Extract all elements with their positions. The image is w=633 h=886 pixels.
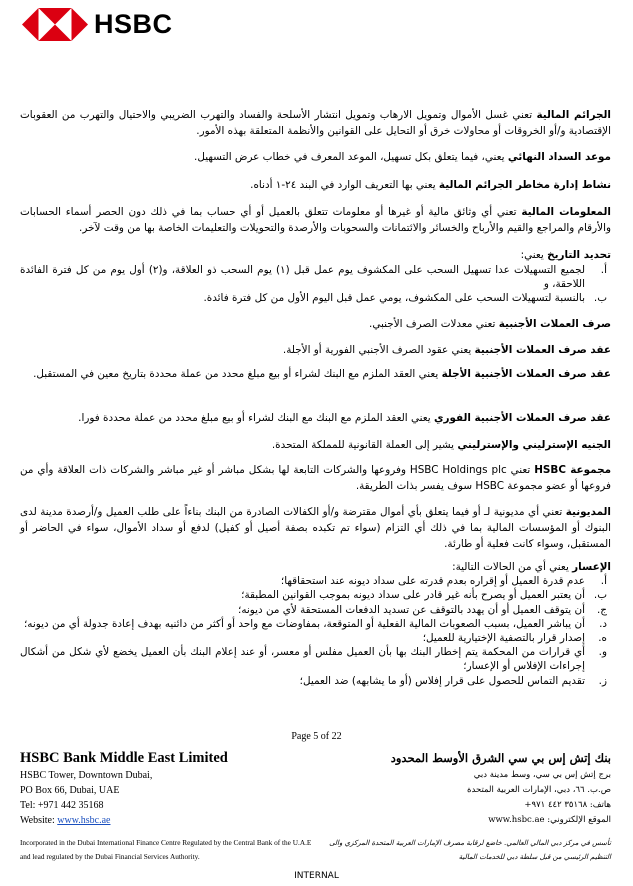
definition-text: تعني أي مديونية لـ أو فيما يتعلق بأي أموال مقترضة و/أو الكفالات الصادرة من البنك بناءاً على طلب العميل و/أرصدة مدينة لدى البنوك أو المؤسسات المالية بما في ذلك أي التزام (سواء تم تكبده بصفة أصيل أو كفيل) لدفع أو سداد الأموال، سواء في الحاضر أو المستقبل، وسواء كانت فعلية أو طارئة.	[20, 506, 611, 550]
hsbc-hexagon-icon	[22, 8, 88, 41]
list-text: تقديم التماس للحصول على قرار إفلاس (أو ما يشابهه) ضد العميل؛	[299, 674, 585, 687]
definition-text: تعني غسل الأموال وتمويل الارهاب وتمويل انتشار الأسلحة والفساد والتهرب الضريبي والاحتيال والتهرب من العقوبات الإقتصادية و/أو الخروقات أو محاولات خرق أو التحايل على القوانين والأنظمة المتعلقة بهذه الأمور.	[20, 109, 611, 137]
definition-fixing-date	[20, 247, 611, 305]
definition-text: يعني، فيما يتعلق بكل تسهيل، الموعد المعرف في خطاب عرض التسهيل.	[194, 151, 508, 163]
definition-text: يشير إلى العملة القانونية للمملكة المتحدة.	[271, 439, 458, 451]
term: نشاط إدارة مخاطر الجرائم المالية	[438, 179, 611, 191]
definition-financial-information	[20, 204, 611, 236]
definition-text: يعني عقود الصرف الأجنبي الفورية أو الأجلة.	[282, 344, 475, 356]
term: الجرائم المالية	[536, 109, 611, 121]
term: المعلومات المالية	[521, 206, 611, 218]
list-text: عدم قدرة العميل أو إقراره بعدم قدرته على سداد ديونه عند استحقاقها؛	[280, 575, 585, 588]
definition-spot-fx-contract	[20, 410, 611, 426]
definition-insolvency	[20, 560, 611, 688]
term: عقد صرف العملات الأجنبية	[474, 344, 611, 356]
website-row	[20, 813, 228, 828]
website-link[interactable]: www.hsbc.ae	[57, 815, 111, 826]
classification-label: INTERNAL	[294, 871, 339, 881]
list-label: ج.	[596, 603, 607, 616]
definition-text: يعني العقد الملزم مع البنك لشراء أو بيع مبلغ محدد من عملة محددة بتاريخ معين في المستقبل.	[33, 368, 442, 380]
definition-text: تعني معدلات الصرف الأجنبي.	[369, 318, 499, 330]
term: الجنيه الإسترليني والإسترليني	[457, 439, 611, 451]
list-text: لجميع التسهيلات عدا تسهيل السحب على المكشوف يوم عمل قبل (١) يوم السحب ذو العلاقة، و(٢) أول يوم من كل فترة الفائدة اللاحقة، و	[20, 264, 585, 290]
address-line-1: HSBC Tower, Downtown Dubai,	[20, 770, 153, 781]
list-item	[20, 645, 611, 673]
incorporation-note-en: Incorporated in the Dubai International Finance Centre Regulated by the Central Bank of the U.A.E and lead regulated by the Dubai Financial Services Authority.	[20, 838, 312, 861]
address-line-2: PO Box 66, Dubai, UAE	[20, 785, 120, 796]
list-text: أن يباشر العميل، بسبب الصعوبات المالية الفعلية أو المتوقعة، بمفاوضات مع واحد أو أكثر من دائنيه بهدف إعادة جدولة أي من ديونه؛	[24, 617, 585, 630]
page-number: Page 5 of 22	[291, 731, 342, 742]
footer-arabic	[391, 748, 611, 828]
term: عقد صرف العملات الأجنبية الفوري	[433, 412, 611, 424]
definition-fc-risk-activity	[20, 177, 611, 193]
definition-text: تعني HSBC Holdings plc وفروعها والشركات التابعة لها بشكل مباشر أو غير مباشر والشركات ذات العلاقة وأي من فروعها أو عضو مجموعة HSBC سوف يفسر بذات الطريقة.	[20, 464, 611, 492]
list-text: بالنسبة لتسهيلات السحب على المكشوف، يومي عمل قبل اليوم الأول من كل فترة فائدة.	[203, 292, 585, 304]
list-label: أ.	[600, 264, 607, 276]
list-text: أي قرارات من المحكمة يتم إخطار البنك بها بأن العميل مفلس أو معسر، أو عند إعلام البنك بأن العميل يخضع لأي شكل من أشكال إجراءات الإفلاس أو الإعسار؛	[20, 646, 585, 673]
list-text: إصدار قرار بالتصفية الإختيارية للعميل؛	[422, 632, 585, 645]
list-item	[20, 603, 611, 617]
definition-final-repayment-date	[20, 149, 611, 165]
definition-fx-contract	[20, 342, 611, 358]
list-label: ه.	[598, 632, 607, 645]
company-name-en: HSBC Bank Middle East Limited	[20, 750, 228, 766]
hsbc-logo	[22, 8, 173, 41]
list-item	[20, 588, 611, 602]
list-text: أن يتوقف العميل أو أن يهدد بالتوقف عن تسديد الدفعات المستحقة لأي من ديونه؛	[238, 603, 585, 616]
address-line-2-ar: ص.ب. ٦٦، دبي، الإمارات العربية المتحدة	[467, 785, 611, 795]
list-text: أن يعتبر العميل أو يصرح بأنه غير قادر على سداد ديونه بموجب القوانين المطبقة؛	[241, 589, 585, 602]
list-item	[20, 631, 611, 645]
term: صرف العملات الأجنبية	[498, 318, 611, 330]
list-label: أ.	[600, 575, 607, 588]
definition-text: يعني:	[520, 249, 548, 261]
definition-fx	[20, 316, 611, 332]
term: تحديد التاريخ	[547, 249, 611, 261]
website-label: Website:	[20, 815, 58, 826]
definition-text: يعني بها التعريف الوارد في البند ٢٤-١ أدناه.	[250, 179, 439, 191]
list-label: د.	[599, 617, 607, 630]
footer-english	[20, 748, 228, 828]
term: عقد صرف العملات الأجنبية الأجلة	[441, 368, 611, 380]
definition-text: يعني أي من الحالات التالية:	[452, 561, 573, 573]
list-label: و.	[598, 646, 607, 659]
definition-indebtedness	[20, 504, 611, 552]
term: مجموعة HSBC	[534, 464, 612, 476]
list-item	[20, 617, 611, 631]
website-ar: الموقع الإلكتروني: www.hsbc.ae	[488, 815, 611, 825]
list-item	[20, 291, 611, 305]
term: الإعسار	[572, 561, 611, 573]
definition-sterling	[20, 437, 611, 453]
definition-hsbc-group	[20, 462, 611, 494]
list-item	[20, 263, 611, 291]
logo-text: HSBC	[94, 9, 173, 39]
term: موعد السداد النهائي	[507, 151, 611, 163]
definition-financial-crime	[20, 107, 611, 139]
definition-text: يعني العقد الملزم مع البنك مع البنك لشراء أو بيع مبلغ محدد من عملة محددة فورا.	[78, 412, 434, 424]
telephone-ar: هاتف: ٣٥١٦٨ ٤٤٢ ٩٧١+	[524, 800, 611, 810]
telephone: Tel: +971 442 35168	[20, 800, 104, 811]
incorporation-note-ar: تأسس في مركز دبي المالي العالمي. خاضع لرقابة مصرف الإمارات العربية المتحدة المركزي والى التنظيم الرئيسي من قبل سلطة دبي للخدمات المالية	[329, 839, 611, 861]
definition-forward-fx-contract	[20, 366, 611, 382]
list-label: ز.	[598, 674, 607, 687]
list-item	[20, 574, 611, 588]
address-line-1-ar: برج إتش إس بي سي، وسط مدينة دبي	[473, 770, 611, 780]
term: المديونية	[565, 506, 611, 518]
list-item	[20, 674, 611, 688]
list-label: ب.	[593, 589, 607, 602]
company-name-ar: بنك إتش إس بي سي الشرق الأوسط المحدود	[390, 751, 611, 765]
list-label: ب.	[593, 292, 607, 304]
definition-text: تعني أي وثائق مالية أو غيرها أو معلومات تتعلق بالعميل أو أي حساب بما في ذلك دون الحصر أسماء الحسابات والأرقام والمراجع والقيم والأرباح والخسائر والائتمانات والسحوبات والأرصدة والتحويلات والتعليمات الخاصة بها من وقت لآخر.	[20, 206, 611, 234]
